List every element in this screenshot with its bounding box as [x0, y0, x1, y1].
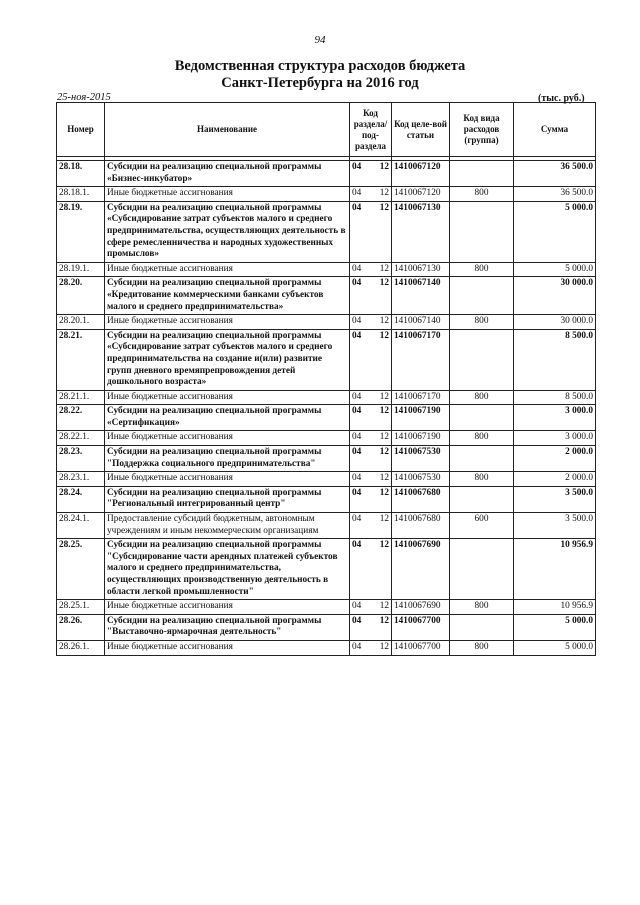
table-row	[57, 600, 596, 615]
row-expense-type	[450, 329, 514, 390]
row-section-code: 04	[350, 431, 372, 446]
row-name: Субсидии на реализацию специальной программы "Субсидирование части арендных платежей субъектов малого и среднего предпринимательства, осуществляющих производственную деятельность в области легкой промышленности"	[105, 539, 350, 600]
table-body	[57, 161, 596, 656]
row-expense-type	[450, 446, 514, 472]
table-row	[57, 472, 596, 487]
row-expense-type: 800	[450, 640, 514, 655]
row-amount: 8 500.0	[514, 390, 596, 405]
row-amount: 30 000.0	[514, 315, 596, 330]
row-name: Иные бюджетные ассигнования	[105, 390, 350, 405]
row-section-code: 04	[350, 486, 372, 512]
row-amount: 3 000.0	[514, 405, 596, 431]
row-expense-type: 800	[450, 315, 514, 330]
row-amount: 5 000.0	[514, 614, 596, 640]
row-section-code: 04	[350, 161, 372, 187]
row-subsection-code: 12	[372, 472, 392, 487]
row-expense-type	[450, 539, 514, 600]
col-name-header: Наименование	[105, 103, 350, 157]
row-subsection-code: 12	[372, 431, 392, 446]
table-row	[57, 405, 596, 431]
row-name: Иные бюджетные ассигнования	[105, 472, 350, 487]
table-row	[57, 539, 596, 600]
row-section-code: 04	[350, 446, 372, 472]
table-row	[57, 187, 596, 202]
row-number: 28.24.1.	[57, 513, 105, 539]
row-number: 28.22.	[57, 405, 105, 431]
row-subsection-code: 12	[372, 513, 392, 539]
row-subsection-code: 12	[372, 161, 392, 187]
title-line-2: Санкт-Петербурга на 2016 год	[221, 75, 419, 91]
row-amount: 36 500.0	[514, 187, 596, 202]
row-subsection-code: 12	[372, 446, 392, 472]
document-title	[0, 58, 640, 92]
row-amount: 2 000.0	[514, 472, 596, 487]
document-date: 25-ноя-2015	[57, 92, 111, 103]
row-name: Субсидии на реализацию специальной программы "Выставочно-ярмарочная деятельность"	[105, 614, 350, 640]
col-target-header: Код целе-вой статьи	[392, 103, 450, 157]
row-section-code: 04	[350, 329, 372, 390]
row-number: 28.19.1.	[57, 262, 105, 277]
row-number: 28.24.	[57, 486, 105, 512]
row-section-code: 04	[350, 640, 372, 655]
row-expense-type	[450, 486, 514, 512]
row-subsection-code: 12	[372, 640, 392, 655]
row-amount: 5 000.0	[514, 262, 596, 277]
row-name: Субсидии на реализацию специальной программы «Кредитование коммерческими банками субъектов малого и среднего предпринимательства»	[105, 277, 350, 315]
row-name: Иные бюджетные ассигнования	[105, 187, 350, 202]
row-expense-type: 600	[450, 513, 514, 539]
row-name: Иные бюджетные ассигнования	[105, 431, 350, 446]
row-target-code: 1410067700	[392, 614, 450, 640]
row-section-code: 04	[350, 614, 372, 640]
table-row	[57, 277, 596, 315]
table-row	[57, 486, 596, 512]
table-row	[57, 390, 596, 405]
row-subsection-code: 12	[372, 405, 392, 431]
row-name: Субсидии на реализацию специальной программы "Поддержка социального предпринимательства"	[105, 446, 350, 472]
row-subsection-code: 12	[372, 614, 392, 640]
row-number: 28.26.1.	[57, 640, 105, 655]
row-number: 28.20.1.	[57, 315, 105, 330]
row-amount: 5 000.0	[514, 201, 596, 262]
row-amount: 10 956.9	[514, 539, 596, 600]
row-section-code: 04	[350, 472, 372, 487]
row-target-code: 1410067530	[392, 472, 450, 487]
row-subsection-code: 12	[372, 201, 392, 262]
row-amount: 3 500.0	[514, 486, 596, 512]
header-row	[57, 103, 596, 157]
row-number: 28.21.1.	[57, 390, 105, 405]
row-amount: 3 500.0	[514, 513, 596, 539]
row-number: 28.23.1.	[57, 472, 105, 487]
row-name: Иные бюджетные ассигнования	[105, 600, 350, 615]
row-name: Субсидии на реализацию специальной программы «Субсидирование затрат субъектов малого и среднего предпринимательства на создание и(или) развитие групп дневного времяпрепровождения детей дошкольного возраста»	[105, 329, 350, 390]
row-amount: 30 000.0	[514, 277, 596, 315]
units-label: (тыс. руб.)	[538, 93, 585, 104]
table-row	[57, 614, 596, 640]
title-line-1: Ведомственная структура расходов бюджета	[174, 58, 466, 74]
row-subsection-code: 12	[372, 277, 392, 315]
row-expense-type	[450, 405, 514, 431]
row-section-code: 04	[350, 187, 372, 202]
row-expense-type: 800	[450, 431, 514, 446]
table-row	[57, 513, 596, 539]
row-number: 28.25.	[57, 539, 105, 600]
page-number: 94	[314, 34, 326, 46]
table-row	[57, 201, 596, 262]
row-target-code: 1410067190	[392, 405, 450, 431]
row-target-code: 1410067140	[392, 315, 450, 330]
table-row	[57, 161, 596, 187]
row-target-code: 1410067700	[392, 640, 450, 655]
row-amount: 10 956.9	[514, 600, 596, 615]
row-target-code: 1410067680	[392, 513, 450, 539]
row-target-code: 1410067190	[392, 431, 450, 446]
row-expense-type: 800	[450, 262, 514, 277]
row-number: 28.23.	[57, 446, 105, 472]
table-row	[57, 315, 596, 330]
budget-table	[56, 102, 596, 656]
row-section-code: 04	[350, 277, 372, 315]
row-target-code: 1410067140	[392, 277, 450, 315]
row-subsection-code: 12	[372, 262, 392, 277]
row-target-code: 1410067170	[392, 390, 450, 405]
row-subsection-code: 12	[372, 187, 392, 202]
table-row	[57, 640, 596, 655]
table-row	[57, 446, 596, 472]
row-amount: 2 000.0	[514, 446, 596, 472]
col-number-header: Номер	[57, 103, 105, 157]
row-subsection-code: 12	[372, 315, 392, 330]
col-expense-type-header: Код вида расходов (группа)	[450, 103, 514, 157]
row-number: 28.19.	[57, 201, 105, 262]
col-amount-header: Сумма	[514, 103, 596, 157]
row-subsection-code: 12	[372, 539, 392, 600]
row-section-code: 04	[350, 262, 372, 277]
row-number: 28.18.1.	[57, 187, 105, 202]
row-name: Иные бюджетные ассигнования	[105, 262, 350, 277]
row-target-code: 1410067530	[392, 446, 450, 472]
row-amount: 5 000.0	[514, 640, 596, 655]
row-expense-type: 800	[450, 390, 514, 405]
table-row	[57, 431, 596, 446]
row-expense-type	[450, 161, 514, 187]
row-section-code: 04	[350, 539, 372, 600]
row-subsection-code: 12	[372, 486, 392, 512]
row-expense-type: 800	[450, 600, 514, 615]
table-row	[57, 262, 596, 277]
row-section-code: 04	[350, 201, 372, 262]
row-amount: 3 000.0	[514, 431, 596, 446]
row-name: Иные бюджетные ассигнования	[105, 315, 350, 330]
row-subsection-code: 12	[372, 329, 392, 390]
row-target-code: 1410067690	[392, 600, 450, 615]
row-amount: 8 500.0	[514, 329, 596, 390]
row-expense-type: 800	[450, 472, 514, 487]
row-subsection-code: 12	[372, 600, 392, 615]
row-section-code: 04	[350, 600, 372, 615]
row-number: 28.18.	[57, 161, 105, 187]
row-target-code: 1410067690	[392, 539, 450, 600]
row-name: Субсидии на реализацию специальной программы «Сертификация»	[105, 405, 350, 431]
row-expense-type	[450, 201, 514, 262]
col-section-header: Код раздела/ под-раздела	[350, 103, 392, 157]
row-number: 28.22.1.	[57, 431, 105, 446]
row-subsection-code: 12	[372, 390, 392, 405]
row-target-code: 1410067680	[392, 486, 450, 512]
row-target-code: 1410067120	[392, 161, 450, 187]
row-name: Предоставление субсидий бюджетным, автономным учреждениям и иным некоммерческим организациям	[105, 513, 350, 539]
row-name: Субсидии на реализацию специальной программы "Региональный интегрированный центр"	[105, 486, 350, 512]
row-target-code: 1410067120	[392, 187, 450, 202]
row-number: 28.26.	[57, 614, 105, 640]
row-target-code: 1410067170	[392, 329, 450, 390]
row-expense-type	[450, 614, 514, 640]
row-name: Субсидии на реализацию специальной программы «Субсидирование затрат субъектов малого и среднего предпринимательства, осуществляющих деятельность в сфере ремесленничества и народных художественных промыслов»	[105, 201, 350, 262]
row-expense-type: 800	[450, 187, 514, 202]
row-number: 28.25.1.	[57, 600, 105, 615]
row-target-code: 1410067130	[392, 201, 450, 262]
row-target-code: 1410067130	[392, 262, 450, 277]
row-number: 28.20.	[57, 277, 105, 315]
row-number: 28.21.	[57, 329, 105, 390]
row-section-code: 04	[350, 390, 372, 405]
row-section-code: 04	[350, 513, 372, 539]
row-section-code: 04	[350, 405, 372, 431]
row-amount: 36 500.0	[514, 161, 596, 187]
row-name: Субсидии на реализацию специальной программы «Бизнес-инкубатор»	[105, 161, 350, 187]
table-row	[57, 329, 596, 390]
row-section-code: 04	[350, 315, 372, 330]
row-expense-type	[450, 277, 514, 315]
row-name: Иные бюджетные ассигнования	[105, 640, 350, 655]
